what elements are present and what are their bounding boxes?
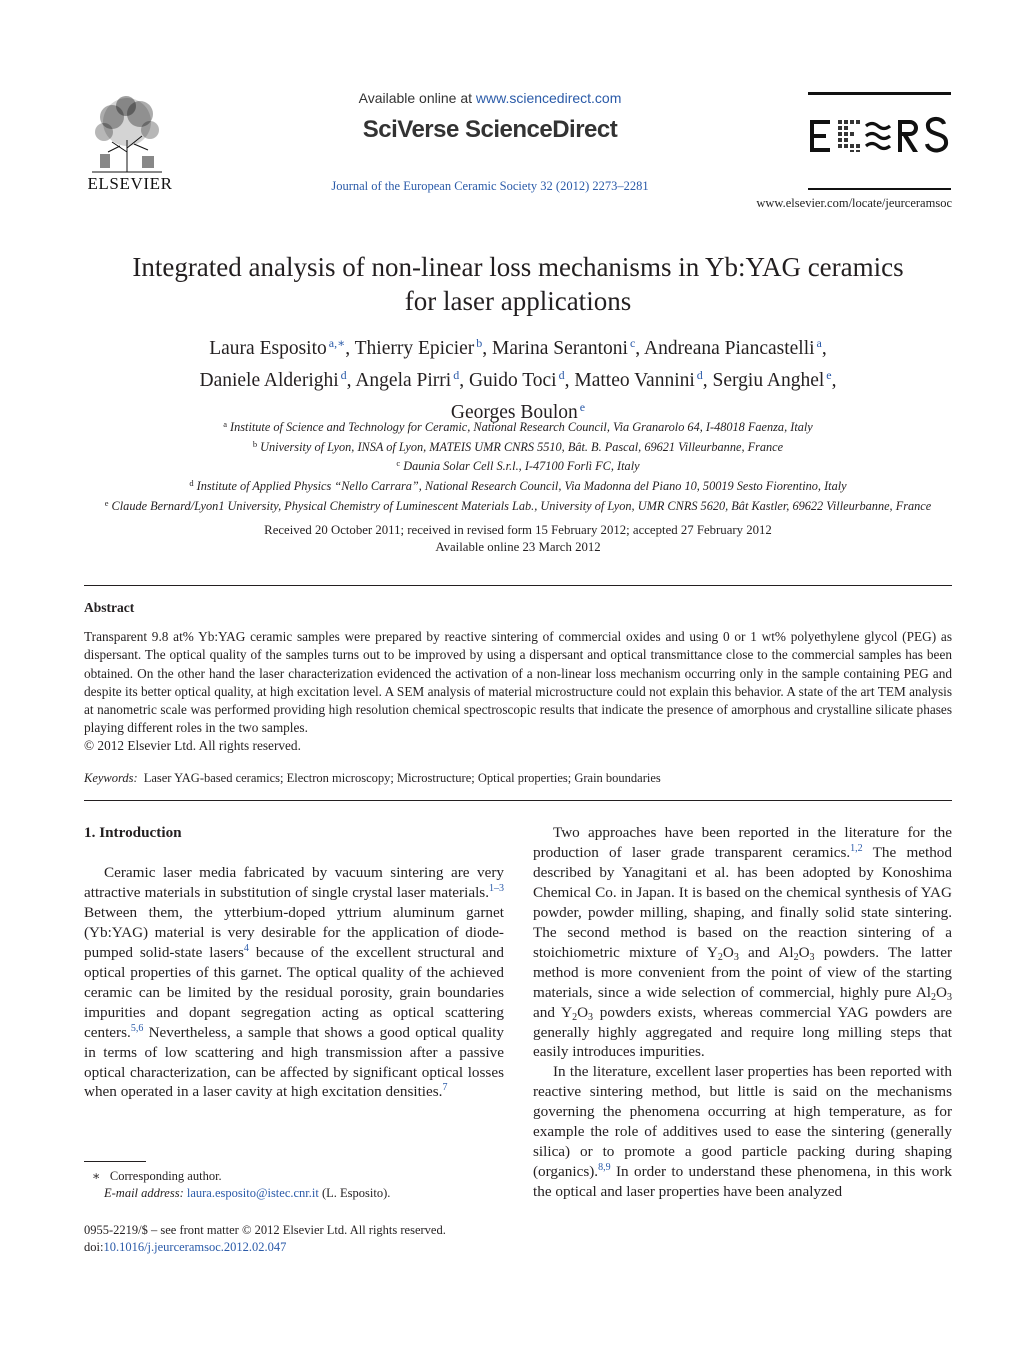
- issn-line: 0955-2219/$ – see front matter © 2012 Elsevier Ltd. All rights reserved.: [84, 1223, 446, 1237]
- left-column: [84, 863, 504, 1102]
- received-dates: Received 20 October 2011; received in revised form 15 February 2012; accepted 27 February 2012: [264, 523, 772, 537]
- footnote: [84, 1168, 504, 1201]
- citation-ref[interactable]: 4: [243, 942, 249, 954]
- issn-block: [84, 1222, 524, 1256]
- article-dates: [84, 522, 952, 555]
- affiliation-item: [84, 495, 952, 515]
- author-name: Georges Boulon: [450, 402, 578, 423]
- keywords-list: Laser YAG-based ceramics; Electron microscopy; Microstructure; Optical properties; Grain boundaries: [143, 771, 661, 785]
- abstract-text: Transparent 9.8 at% Yb:YAG ceramic samples were prepared by reactive sintering of commercial oxides and using 0 or 1 wt% polyethylene glycol (PEG) as dispersant. The optical quality of the samples turns out to be improved by using a dispersant and optical transmittance close to the commercial samples has been obtained. On the other hand the laser characterization evidenced the activation of a non-linear loss mechanism occurring only in the sample containing PEG and despite its better optical quality, at high excitation level. A SEM analysis of material microstructure could not explain this behavior. A state of the art TEM analysis at nanometric scale was performed providing high resolution chemical spectroscopic results that indicate the presence of amorphous and crystalline silicate phases playing different roles in the two samples.: [84, 629, 952, 736]
- paragraph: [533, 823, 952, 1062]
- citation-ref[interactable]: 1,2: [850, 842, 863, 854]
- author-separator: ,: [345, 338, 355, 359]
- author-name: Angela Pirri: [355, 370, 452, 391]
- author-name: Thierry Epicier: [354, 338, 475, 359]
- divider: [84, 585, 952, 586]
- corresponding-label: Corresponding author.: [109, 1169, 222, 1183]
- author-affiliation[interactable]: d: [340, 368, 347, 382]
- text-run: O: [577, 1003, 589, 1021]
- divider: [84, 800, 952, 801]
- affiliation-key: b: [252, 438, 258, 449]
- author-affiliation[interactable]: d: [696, 368, 703, 382]
- author-separator: ,: [831, 370, 837, 391]
- affiliation-text: Daunia Solar Cell S.r.l., I-47100 Forlì FC, Italy: [403, 459, 640, 474]
- keywords-label: Keywords:: [84, 771, 138, 785]
- affiliation-key: c: [396, 458, 401, 469]
- footnote-mark: ∗: [92, 1169, 101, 1183]
- author-separator: ,: [702, 370, 713, 391]
- title-line-1: Integrated analysis of non-linear loss mechanisms in Yb:YAG ceramics: [132, 252, 904, 282]
- subscript: 2: [931, 991, 937, 1003]
- citation-ref[interactable]: 8,9: [598, 1162, 611, 1174]
- affiliation-key: a: [223, 419, 227, 429]
- author-affiliation[interactable]: c: [629, 336, 636, 350]
- text-run: Nevertheless, a sample that shows a good optical quality in terms of low scattering and high transmission after a passive optical characterization, can be affected by significant optical losses when operated in a laser cavity at high excitation densities.: [84, 1023, 504, 1101]
- elsevier-logo[interactable]: [82, 92, 178, 192]
- author-name: Guido Toci: [468, 370, 557, 391]
- text-run: The method described by Yanagitani et al. has been adopted by Konoshima Chemical Co. in Japan. It is based on the chemical synthesis of YAG powder, powder milling, shaping, and finally solid state sintering. The second method is based on the reaction sintering of a stoichiometric mixture of Y: [533, 843, 952, 961]
- subscript: 3: [733, 951, 739, 963]
- author-separator: ,: [821, 338, 827, 359]
- author-name: Sergiu Anghel: [712, 370, 825, 391]
- affiliation-item: [84, 475, 952, 495]
- affiliation-key: d: [189, 478, 194, 489]
- text-run: powders. The latter method is more convenient from the point of view of the starting materials, since a wide selection of commercial, highly pure Al: [533, 943, 952, 1001]
- text-run: In order to understand these phenomena, in this work the optical and laser properties have been analyzed: [533, 1163, 952, 1201]
- author-name: Andreana Piancastelli: [643, 338, 815, 359]
- author-separator: ,: [346, 370, 356, 391]
- available-prefix: Available online at: [358, 90, 476, 106]
- author-affiliation[interactable]: d: [453, 368, 460, 382]
- paragraph: [84, 863, 504, 1102]
- affiliation-item: [84, 436, 952, 456]
- text-run: because of the excellent structural and optical properties of this garnet. The optical quality of the achieved ceramic can be limited by the residual porosity, grain boundaries impurities and dopant segregation acting as optical scattering centers.: [84, 943, 505, 1041]
- affiliation-text: Institute of Science and Technology for Ceramic, National Research Council, Via Granarolo 64, I-48018 Faenza, Italy: [230, 420, 813, 434]
- text-run: Between them, the ytterbium-doped yttrium aluminum garnet (Yb:YAG) material is very desirable for the application of diode-pumped solid-state lasers: [84, 903, 504, 961]
- email-owner: (L. Esposito).: [321, 1185, 391, 1200]
- footnote-rule: [84, 1161, 146, 1162]
- affiliation-item: [84, 416, 952, 436]
- doi-label: doi:: [84, 1240, 104, 1254]
- author-line-2: [80, 362, 956, 394]
- doi-link[interactable]: 10.1016/j.jeurceramsoc.2012.02.047: [103, 1240, 287, 1254]
- corresponding-note: [84, 1168, 504, 1185]
- author-affiliation[interactable]: d: [558, 368, 565, 382]
- header-rule-bottom: [808, 188, 951, 190]
- text-run: Ceramic laser media fabricated by vacuum sintering are very attractive materials in substitution of single crystal laser materials.: [84, 864, 504, 901]
- section-heading: 1. Introduction: [84, 824, 182, 841]
- subscript: 2: [572, 1011, 578, 1023]
- available-online: [330, 90, 650, 106]
- author-separator: ,: [564, 370, 575, 391]
- doi-line: [84, 1239, 524, 1256]
- text-run: In the literature, excellent laser properties has been reported with reactive sintering method, but little is said on the mechanisms governing the phenomena occurring at high temperature, as for example the role of additives used to ease the sintering (generally silica) or to promote a good particle packing during shaping (organics).: [533, 1063, 952, 1181]
- subscript: 3: [588, 1011, 594, 1023]
- article-title: [80, 250, 956, 318]
- author-name: Marina Serantoni: [492, 338, 628, 359]
- email-note: [84, 1185, 504, 1202]
- citation-ref[interactable]: 7: [442, 1082, 448, 1094]
- abstract-heading: Abstract: [84, 600, 135, 615]
- text-run: O: [722, 943, 734, 961]
- platform-logo[interactable]: SciVerse ScienceDirect: [362, 116, 618, 143]
- journal-citation[interactable]: Journal of the European Ceramic Society 32 (2012) 2273–2281: [331, 179, 649, 193]
- text-run: Two approaches have been reported in the literature for the production of laser grade transparent ceramics.: [533, 824, 952, 861]
- author-name: Matteo Vannini: [574, 370, 695, 391]
- subscript: 2: [793, 951, 799, 963]
- author-affiliation[interactable]: a,∗: [328, 336, 346, 350]
- paragraph: [533, 1062, 952, 1202]
- elsevier-tree-icon: [82, 92, 172, 174]
- text-run: O: [798, 943, 810, 961]
- affiliation-text: University of Lyon, INSA of Lyon, MATEIS UMR CNRS 5510, Bât. B. Pascal, 69621 Villeurbanne, France: [260, 439, 784, 454]
- copyright: © 2012 Elsevier Ltd. All rights reserved.: [84, 738, 301, 753]
- journal-url[interactable]: www.elsevier.com/locate/jeurceramsoc: [756, 196, 952, 210]
- text-run: and Y: [533, 1003, 573, 1021]
- author-affiliation[interactable]: a: [816, 336, 822, 350]
- author-affiliation[interactable]: e: [826, 368, 832, 382]
- citation-ref[interactable]: 1–3: [489, 882, 504, 894]
- author-affiliation[interactable]: e: [579, 400, 586, 414]
- sciencedirect-link[interactable]: www.sciencedirect.com: [475, 90, 622, 106]
- publisher-name: ELSEVIER: [87, 174, 173, 193]
- author-affiliation[interactable]: b: [476, 336, 483, 350]
- subscript: 3: [809, 951, 815, 963]
- subscript: 3: [947, 991, 952, 1003]
- affiliation-text: Claude Bernard/Lyon1 University, Physical Chemistry of Luminescent Materials Lab., University of Lyon, UMR CNRS 5620, Bât Kastler, 69622 Villeurbanne, France: [111, 498, 932, 513]
- affiliation-list: [84, 416, 952, 515]
- title-line-2: for laser applications: [404, 286, 632, 316]
- affiliation-text: Institute of Applied Physics “Nello Carrara”, National Research Council, Via Madonna del Piano 10, 50019 Sesto Fiorentino, Italy: [196, 479, 847, 494]
- citation-ref[interactable]: 5,6: [130, 1022, 144, 1034]
- keywords: [84, 771, 952, 786]
- text-run: O: [936, 983, 947, 1001]
- available-online-date: Available online 23 March 2012: [435, 539, 601, 554]
- author-separator: ,: [482, 338, 493, 359]
- header-rule-top: [808, 92, 951, 95]
- affiliation-item: [84, 455, 952, 475]
- author-separator: ,: [459, 370, 469, 391]
- text-run: powders exists, whereas commercial YAG powders are generally highly aggregated and require long milling steps that easily introduces impurities.: [533, 1003, 952, 1061]
- author-name: Laura Esposito: [209, 338, 327, 359]
- author-separator: ,: [635, 338, 644, 359]
- email-label: E-mail address:: [104, 1185, 184, 1200]
- author-line-1: [80, 330, 956, 362]
- affiliation-key: e: [104, 497, 109, 508]
- author-name: Daniele Alderighi: [199, 370, 339, 391]
- right-column: [533, 823, 952, 1202]
- author-list: [80, 330, 956, 426]
- text-run: and Al: [738, 943, 794, 961]
- subscript: 2: [717, 951, 723, 963]
- journal-logo[interactable]: [808, 112, 951, 160]
- email-link[interactable]: laura.esposito@istec.cnr.it: [186, 1185, 319, 1200]
